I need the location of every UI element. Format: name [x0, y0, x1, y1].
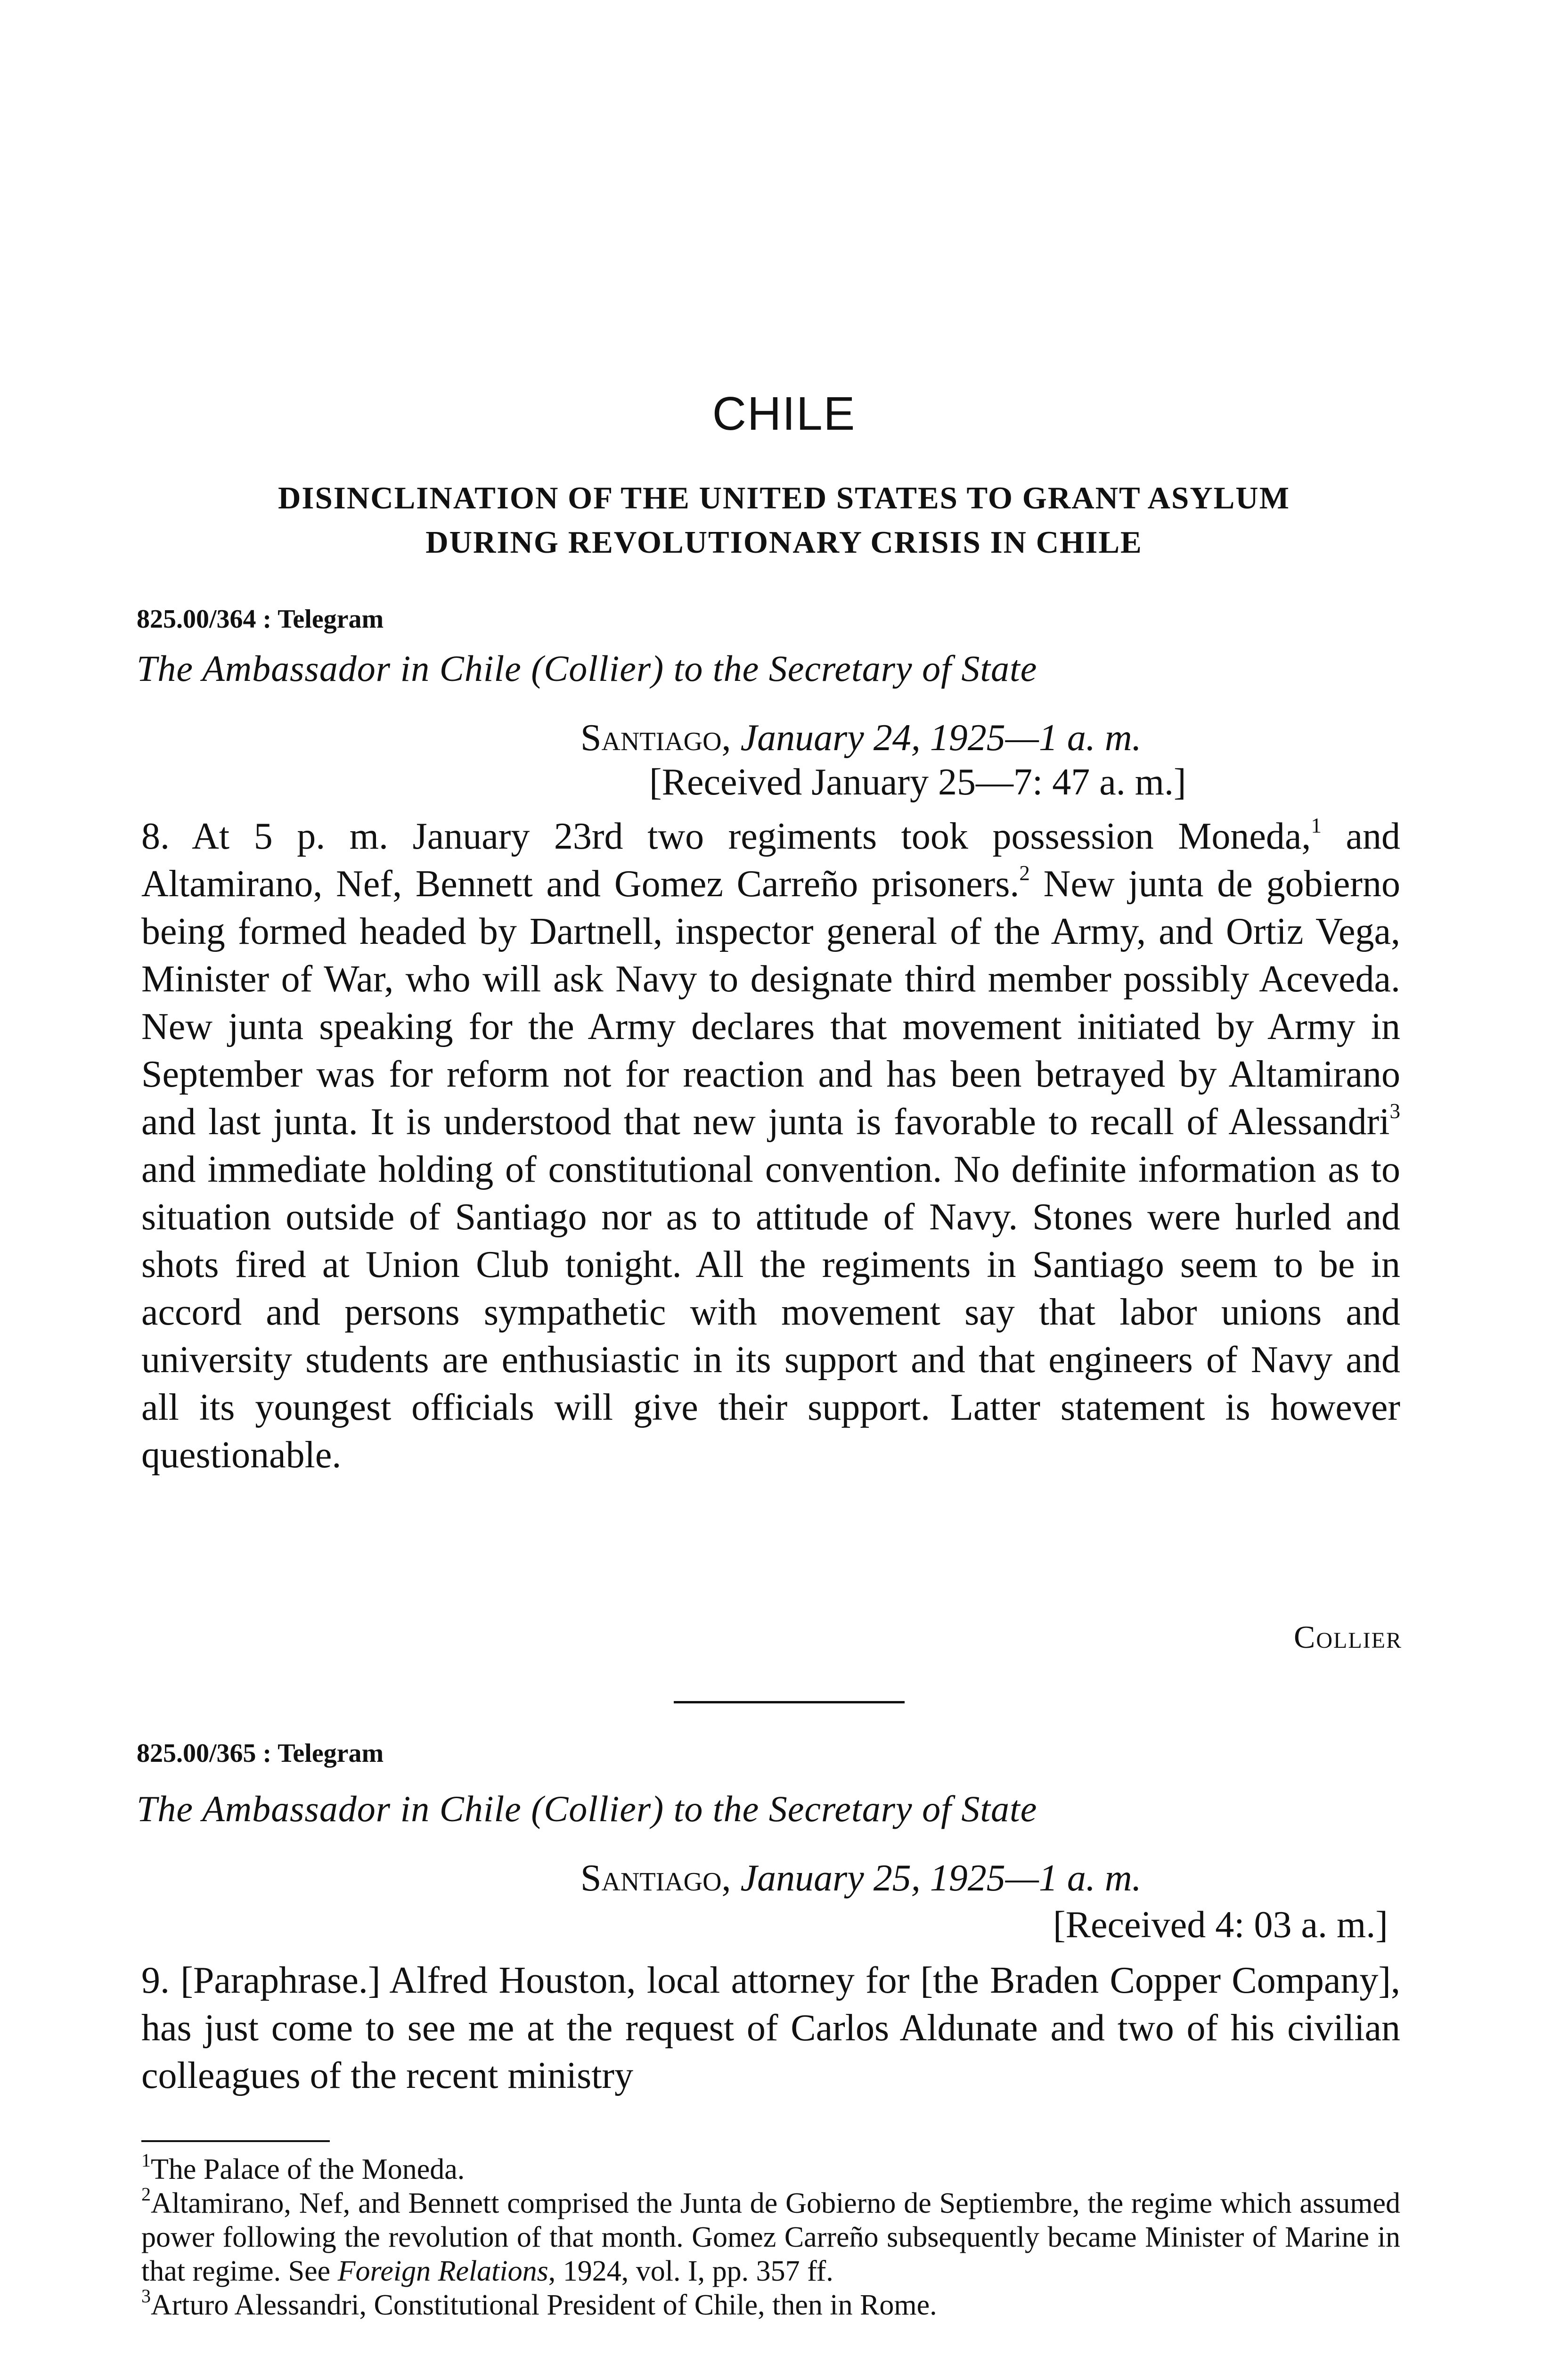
footnote-3: [141, 2285, 1400, 2322]
document-title-1: The Ambassador in Chile (Collier) to the Secretary of State: [137, 648, 1037, 689]
received-note-2: [Received 4: 03 a. m.]: [1053, 1904, 1388, 1946]
footnote-mark-1: 1: [141, 2150, 151, 2171]
dateline-date-2: January 25, 1925—1 a. m.: [740, 1857, 1142, 1899]
footnote-1: [141, 2152, 1400, 2186]
footnote-mark-2: 2: [141, 2184, 151, 2205]
footnote-2-italic: Foreign Relations: [337, 2255, 548, 2287]
signature-1: Collier: [1294, 1619, 1402, 1655]
body-1-part-3: New junta de gobierno being formed headed by Dartnell, inspector general of the Army, and Ortiz Vega, Minister of War, who will ask Navy to designate third member possibly Aceveda. New junta speaking for the Army declares that movement initiated by Army in September was for reform not for reaction and has been betrayed by Altamirano and last junta. It is understood that new junta is favorable to recall of Alessandri: [141, 863, 1400, 1143]
file-reference-1: 825.00/364 : Telegram: [137, 605, 384, 634]
chapter-title: CHILE: [712, 387, 856, 440]
footnotes: [141, 2152, 1400, 2322]
footnote-text-3: Arturo Alessandri, Constitutional President of Chile, then in Rome.: [151, 2289, 937, 2321]
section-heading-line-1: DISINCLINATION OF THE UNITED STATES TO GRANT ASYLUM: [278, 481, 1290, 515]
footnote-ref-2: 2: [1019, 861, 1030, 885]
footnote-text-1: The Palace of the Moneda.: [151, 2153, 465, 2185]
footnote-mark-3: 3: [141, 2285, 151, 2307]
section-divider: [674, 1701, 905, 1703]
received-note-1: [Received January 25—7: 47 a. m.]: [649, 761, 1186, 803]
footnote-text-2-after: , 1924, vol. I, pp. 357 ff.: [548, 2255, 833, 2287]
dateline-1: [580, 719, 1142, 757]
dateline-place-1: Santiago,: [580, 717, 731, 759]
dateline-date-1: January 24, 1925—1 a. m.: [740, 717, 1142, 759]
file-reference-2: 825.00/365 : Telegram: [137, 1739, 384, 1768]
telegram-body-2: 9. [Paraphrase.] Alfred Houston, local attorney for [the Braden Copper Company], has just come to see me at the request of Carlos Aldunate and two of his civilian colleagues of the recent ministry: [141, 1960, 1400, 2096]
body-1-part-1: 8. At 5 p. m. January 23rd two regiments took possession Moneda,: [141, 816, 1311, 857]
footnote-text-2: Altamirano, Nef, and Bennett comprised the Junta de Gobierno de Septiembre, the regime which assumed power following the revolution of that month. Gomez Carreño subsequently became Minister of Marine in that regime. See: [141, 2187, 1400, 2287]
footnote-ref-3: 3: [1389, 1099, 1400, 1123]
body-1-part-2: and Altamirano, Nef, Bennett and Gomez Carreño prisoners.: [141, 816, 1400, 905]
footnote-2: [141, 2186, 1400, 2288]
footnote-ref-1: 1: [1311, 814, 1322, 837]
section-heading: [137, 476, 1431, 564]
document-title-2: The Ambassador in Chile (Collier) to the Secretary of State: [137, 1788, 1037, 1829]
footnote-divider: [141, 2140, 330, 2142]
body-1-part-4: and immediate holding of constitutional convention. No definite information as to situation outside of Santiago nor as to attitude of Navy. Stones were hurled and shots fired at Union Club tonight. All the regiments in Santiago seem to be in accord and persons sympathetic with movement say that labor unions and university students are enthusiastic in its support and that engineers of Navy and all its youngest officials will give their support. Latter statement is however questionable.: [141, 1149, 1400, 1476]
telegram-body-1: [141, 813, 1400, 1479]
section-heading-line-2: DURING REVOLUTIONARY CRISIS IN CHILE: [425, 525, 1143, 560]
dateline-place-2: Santiago,: [580, 1857, 731, 1899]
dateline-2: [580, 1859, 1142, 1897]
